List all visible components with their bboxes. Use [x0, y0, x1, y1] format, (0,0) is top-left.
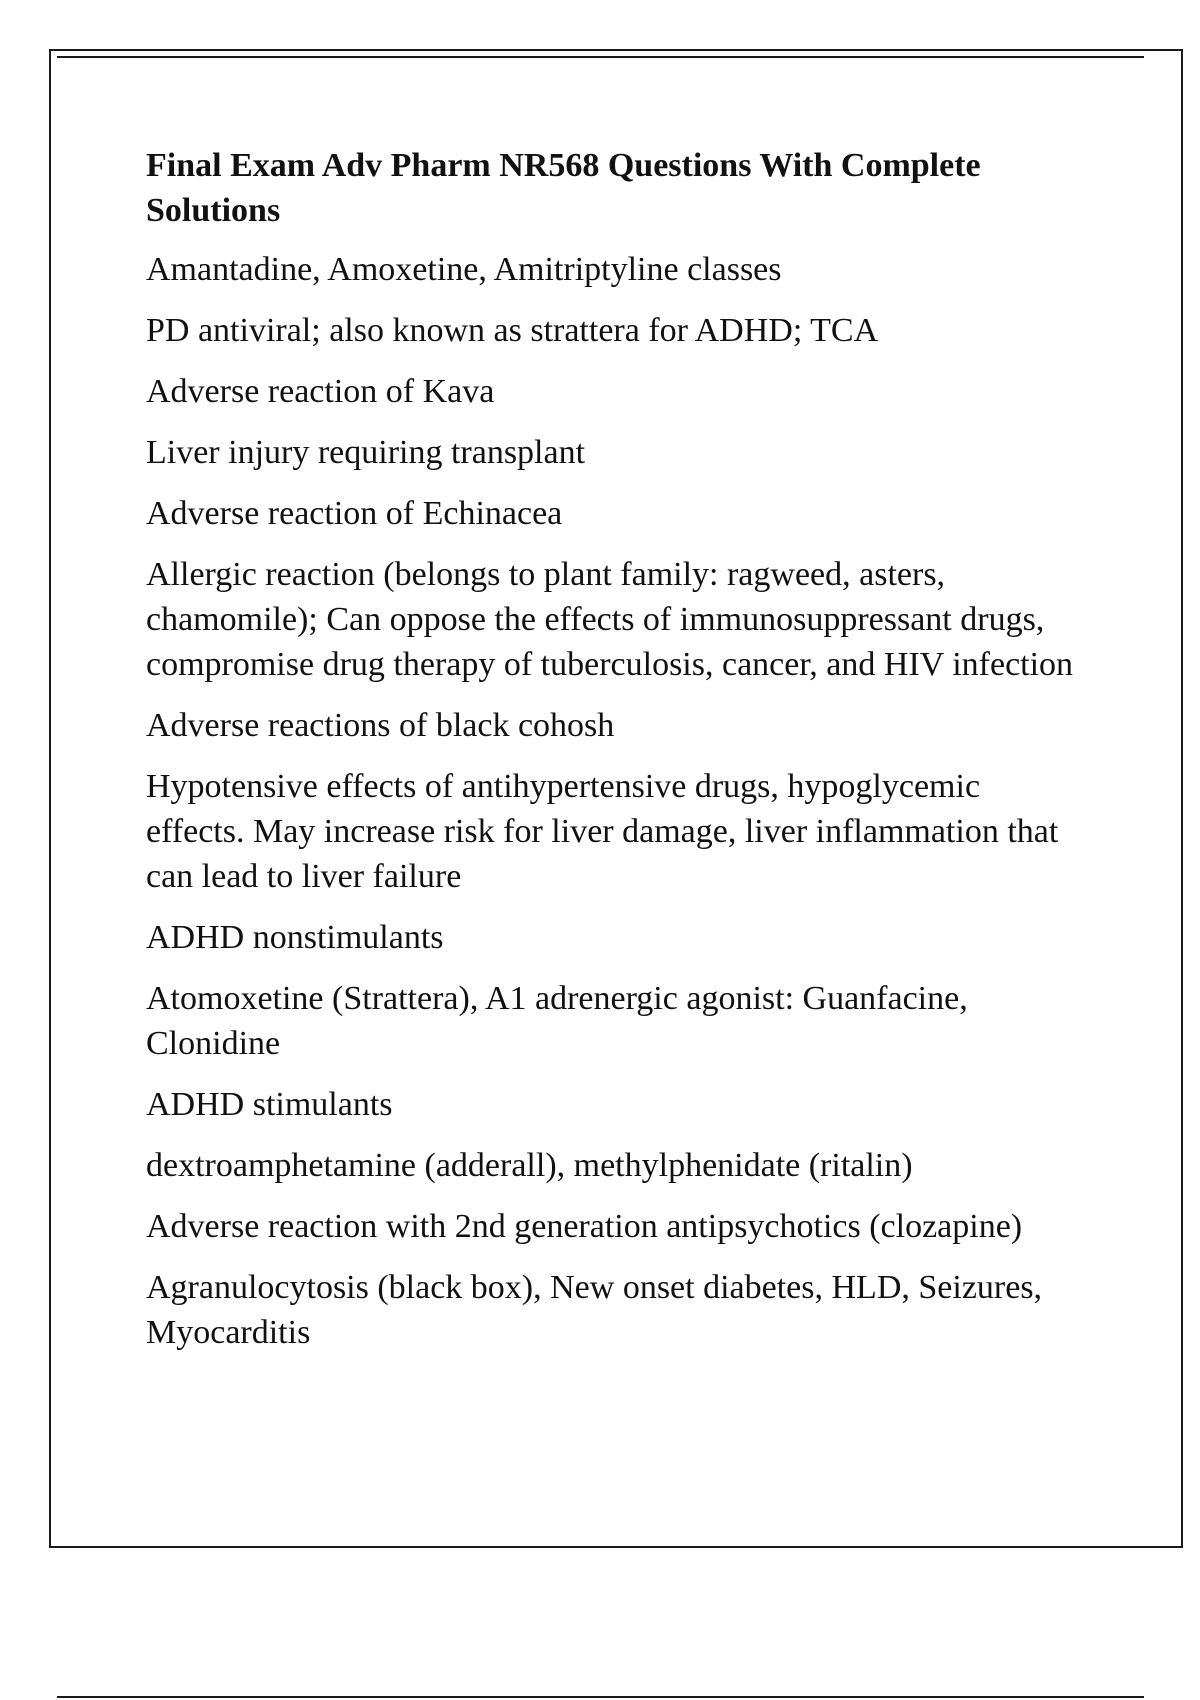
entry-question: Amantadine, Amoxetine, Amitriptyline classes — [146, 251, 782, 288]
entry-question: Adverse reaction with 2nd generation antipsychotics (clozapine) — [146, 1208, 1023, 1245]
document-body — [146, 143, 1086, 1371]
entry-answer: Atomoxetine (Strattera), A1 adrenergic agonist: Guanfacine, Clonidine — [146, 980, 968, 1062]
entry-question: ADHD nonstimulants — [146, 919, 444, 956]
entry-answer: Hypotensive effects of antihypertensive drugs, hypoglycemic effects. May increase risk for liver damage, liver inflammation that can lead to liver failure — [146, 768, 1059, 895]
entry-answer: Allergic reaction (belongs to plant family: ragweed, asters, chamomile); Can oppose the effects of immunosuppressant drugs, compromise drug therapy of tuberculosis, cancer, and HIV infection — [146, 556, 1074, 683]
entry-question: Adverse reaction of Echinacea — [146, 495, 563, 532]
entry-answer: Agranulocytosis (black box), New onset diabetes, HLD, Seizures, Myocarditis — [146, 1269, 1043, 1351]
entry-question: ADHD stimulants — [146, 1086, 393, 1123]
document-title: Final Exam Adv Pharm NR568 Questions With Complete Solutions — [146, 147, 981, 229]
entry-answer: PD antiviral; also known as strattera for ADHD; TCA — [146, 312, 879, 349]
entry-answer: dextroamphetamine (adderall), methylphenidate (ritalin) — [146, 1147, 913, 1184]
entry-answer: Liver injury requiring transplant — [146, 434, 586, 471]
bottom-rule — [57, 1696, 1144, 1698]
entry-question: Adverse reaction of Kava — [146, 373, 495, 410]
top-rule — [57, 56, 1144, 58]
entry-question: Adverse reactions of black cohosh — [146, 707, 615, 744]
